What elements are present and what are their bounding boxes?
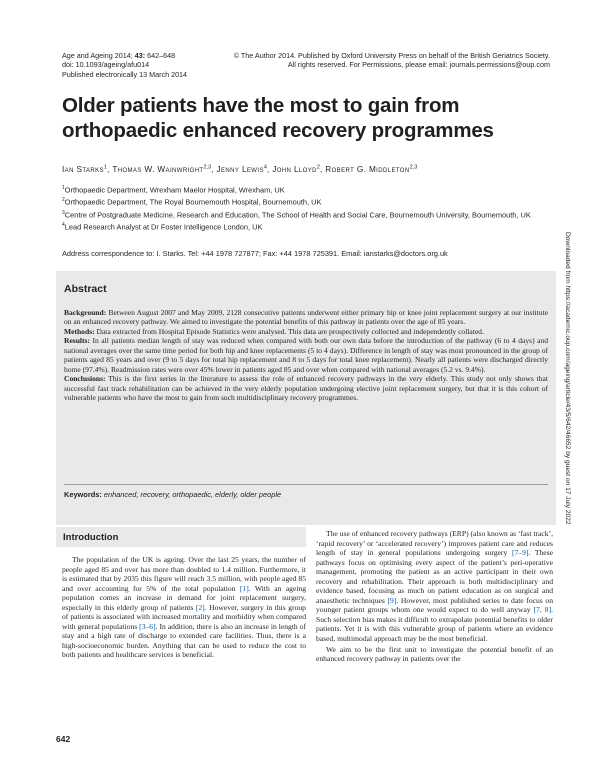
left-column: [56, 527, 306, 660]
erp-paragraph: The use of enhanced recovery pathways (ERP) (also known as ‘fast track’, ‘rapid recovery’ or ‘accelerated recovery’) improves patient care and reduces length of stay in general populations undergoing surgery [7–9]. These pathways focus on optimising every aspect of the patient’s peri-operative management, promoting the patient as an active participant in their own recovery and rehabilitation. Their approach is both multidisciplinary and evidence based, focusing as much on patient education as on surgical and anaesthetic techniques [9]. However, most published series to date focus on younger patient groups whom one would expect to do well anyway [7, 8]. Such selection bias makes it difficult to extrapolate potential benefits to older patients. Yet it is with this vulnerable group of patients where an evidence based, multimodal approach may be the most beneficial.: [316, 529, 554, 644]
affiliation-text: Orthopaedic Department, Wrexham Maelor Hospital, Wrexham, UK: [64, 185, 285, 195]
affiliation-number: 1: [62, 185, 65, 191]
author-list: [62, 162, 552, 175]
affiliations: [62, 183, 532, 233]
affiliation-item: [62, 183, 532, 195]
article-title: Older patients have the most to gain from orthopaedic enhanced recovery programmes: [62, 94, 494, 142]
published-line: Published electronically 13 March 2014: [62, 69, 188, 79]
citation-line: Age and Ageing 2014; 43: 642–648: [62, 51, 176, 60]
abstract-conclusions: Conclusions: This is the first series in the literature to assess the role of enhanced recovery pathways in the very elderly. This study not only shows that successful fast track rehabilitation can be achieved in the very elderly population undergoing elective joint replacement surgery, but that it is this cohort of vulnerable patients who have the most to gain from such multidisciplinary recovery programmes.: [64, 374, 548, 403]
author-name: Ian Starks: [62, 164, 104, 174]
divider: [64, 484, 548, 485]
aim-paragraph: We aim to be the first unit to investigate the potential benefit of an enhanced recovery pathway in patients over the: [316, 644, 553, 664]
copyright-block: [220, 51, 550, 70]
abstract-results: Results: In all patients median length of stay was reduced when compared with both our own data before the introduction of the pathway (6 to 4 days) and national averages over the same time period for both hip and knee replacements (5 to 4 days). Difference in length of stay was most pronounced in the group of patients aged 85 years and over (9 to 5 days for total hip replacement and 8 to 5 days for total knee replacement). Nearly all patients were discharged directly home (97.4%). Readmission rates were over 45% lower in patients aged 85 and over when compared with national averages (5.2 vs. 9.4%).: [64, 336, 548, 374]
author-affiliation-mark: 1: [103, 164, 107, 170]
copyright-line: © The Author 2014. Published by Oxford University Press on behalf of the British Geriatrics Society.: [233, 51, 550, 60]
abstract-body: [64, 308, 548, 403]
affiliation-number: 4: [62, 222, 65, 229]
author-name: John Lloyd: [272, 164, 317, 174]
abstract-heading: Abstract: [64, 283, 107, 295]
abstract-box: [56, 271, 556, 525]
doi-line[interactable]: doi: 10.1093/ageing/afu014: [62, 60, 150, 70]
download-notice: Downloaded from https://academic.oup.com/ageing/article/43/5/642/46652 by guest on 17 July 2022: [564, 232, 571, 525]
author-affiliation-mark: 2,3: [203, 164, 212, 170]
author-affiliation-mark: 2: [316, 164, 320, 170]
author-name: Robert G. Middleton: [325, 164, 410, 174]
section-heading-box: [56, 527, 306, 547]
reference-link[interactable]: [9]: [387, 595, 397, 605]
correspondence: Address correspondence to: I. Starks. Tel: +44 1978 727877; Fax: +44 1978 725391. Email: ianstarks@doctors.org.uk: [62, 249, 448, 258]
citation-block: [62, 51, 242, 79]
authors: Ian Starks$^1$, Thomas W. Wainwright$^{2,3}$, Jenny Lewis$^4$, John Lloyd$^2$, Robert G. Middleton$^{2,3}$: [62, 164, 418, 174]
affiliation-text: Orthopaedic Department, The Royal Bournemouth Hospital, Bournemouth, UK: [64, 197, 322, 207]
affiliation-item: [62, 220, 532, 232]
affiliation-item: [62, 195, 532, 207]
reference-link[interactable]: [7–9]: [511, 548, 529, 558]
introduction-paragraph: The population of the UK is ageing. Over the last 25 years, the number of people aged 85 and over has more than doubled to 1.4 million. Furthermore, it is estimated that by 2035 this figure will reach 3.5 million, with people aged 85 and over accounting for 5% of the total population [1]. With an ageing population comes an increase in demand for joint replacement surgery, especially in this elderly group of patients [2]. However, surgery in this group of patients is associated with increased mortality and morbidity when compared with general populations [3–6]. In addition, there is also an increase in length of stay and a high rate of discharge to extended care facilities. Thus, there is a high-socioeconomic burden. Anything that can be used to reduce the cost to both patients and healthcare services is beneficial.: [62, 555, 307, 660]
abstract-background: Background: Between August 2007 and May 2009, 2128 consecutive patients underwent either primary hip or knee joint replacement surgery at our institute on an enhanced recovery pathway. We aimed to investigate the potential benefits of this pathway in patients over the age of 85 years.: [64, 308, 548, 327]
keywords: Keywords: enhanced, recovery, orthopaedic, elderly, older people: [64, 490, 282, 499]
affiliation-number: 3: [62, 209, 65, 216]
introduction-heading: Introduction: [63, 532, 119, 543]
right-column: [316, 529, 553, 664]
affiliation-item: [62, 208, 532, 220]
author-affiliation-mark: 4: [263, 164, 267, 170]
author-name: Thomas W. Wainwright: [112, 164, 204, 174]
author-name: Jenny Lewis: [216, 164, 264, 174]
page-number: 642: [56, 734, 71, 744]
permissions-line: All rights reserved. For Permissions, please email: journals.permissions@oup.com: [287, 60, 550, 70]
author-affiliation-mark: 2,3: [409, 164, 418, 170]
reference-link[interactable]: [1]: [239, 583, 249, 593]
reference-link[interactable]: [2]: [195, 602, 205, 612]
abstract-methods: Methods: Data extracted from Hospital Episode Statistics were analysed. This data are prospectively collected and independently collated.: [64, 326, 484, 336]
reference-link[interactable]: [7, 8]: [533, 605, 552, 615]
affiliation-number: 2: [62, 197, 65, 204]
affiliation-text: Centre of Postgraduate Medicine, Research and Education, The School of Health and Social Care, Bournemouth University, Bournemouth, UK: [64, 210, 531, 220]
affiliation-text: Lead Research Analyst at Dr Foster Intelligence London, UK: [64, 222, 263, 232]
reference-link[interactable]: [3–6]: [139, 621, 156, 631]
